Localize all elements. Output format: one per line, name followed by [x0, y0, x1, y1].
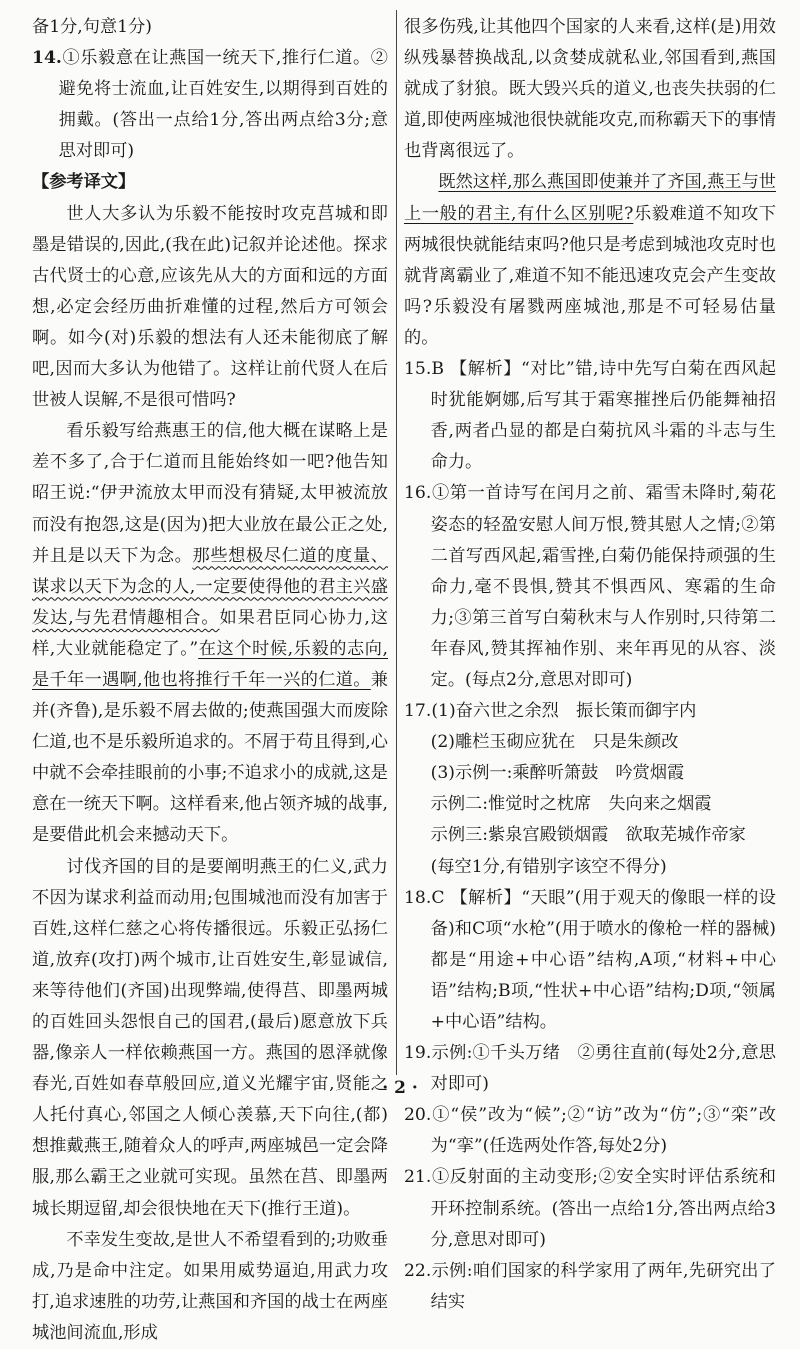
- text-segment: 如果君臣同心协力,这样,大业就能稳定了。”: [32, 607, 388, 659]
- translation-paragraph-5: [404, 167, 776, 354]
- answer-text: 示例:①千头万绪 ②勇往直前(每处2分,意思对即可): [430, 1043, 776, 1095]
- answer-22: [404, 1256, 776, 1318]
- answer-text: B 【解析】“对比”错,诗中先写白菊在西风起时犹能婀娜,后写其于霜寒摧挫后仍能舞袖招香,两者凸显的都是白菊抗风斗霜的斗志与生命力。: [430, 359, 776, 473]
- question-number: 18.: [404, 887, 432, 908]
- text-segment: 乐毅难道不知攻下两城很快就能结束吗?他只是考虑到城池攻克时也就背离霸业了,难道不知不能迅速攻克会产生变故吗?乐毅没有屠戮两座城池,那是不可轻易估量的。: [404, 203, 776, 348]
- answer-17-line: (每空1分,有错别字该空不得分): [430, 856, 667, 877]
- text-segment: 兼并(齐鲁),是乐毅不屑去做的;使燕国强大而废除仁道,也不是乐毅所追求的。不屑于苟且得到,心中就不会牵挂眼前的小事;不追求小的成就,这是意在一统天下啊。这样看来,他占领齐城的战事,是要借此机会来撼动天下。: [32, 669, 388, 846]
- answer-17-line: (3)示例一:乘醉听箫鼓 吟赏烟霞: [430, 763, 685, 784]
- question-number: 16.: [404, 483, 432, 504]
- question-number: 22.: [404, 1260, 432, 1281]
- answer-15: [404, 354, 776, 478]
- answer-13-tail: 备1分,句意1分): [32, 17, 152, 37]
- underlined-sentence: 在这个时候,乐毅的志向,是千年一遇啊,他也将推行千年一兴的仁道。: [32, 638, 388, 690]
- translation-paragraph-1: 世人大多认为乐毅不能按时攻克莒城和即墨是错误的,因此,(我在此)记叙并论述他。探求古代贤士的心意,应该先从大的方面和远的方面想,必定会经历曲折难懂的过程,然后方可领会啊。如今(对)乐毅的想法有人还未能彻底了解吧,因而大多认为他错了。这样让前代贤人在后世被人误解,不是很可惜吗?: [32, 203, 388, 411]
- answer-21: [404, 1162, 776, 1255]
- answer-17-line: 示例二:惟觉时之枕席 失向来之烟霞: [430, 794, 712, 815]
- left-column: [32, 12, 388, 1349]
- right-column: [404, 12, 776, 1318]
- answer-text: 示例:咱们国家的科学家用了两年,先研究出了结实: [430, 1260, 776, 1312]
- answer-17-line: (2)雕栏玉砌应犹在 只是朱颜改: [430, 732, 679, 753]
- answer-text: ①“侯”改为“候”;②“访”改为“仿”;③“栾”改为“挛”(任选两处作答,每处2分): [430, 1105, 776, 1157]
- page-number: · 2 ·: [382, 1078, 418, 1098]
- answer-20: [404, 1100, 776, 1162]
- answer-14: [32, 43, 388, 167]
- question-number: 21.: [404, 1167, 432, 1188]
- answer-17-line: 示例三:紫泉宫殿锁烟霞 欲取芜城作帝家: [430, 825, 746, 846]
- question-number: 20.: [404, 1105, 432, 1126]
- translation-paragraph-4-continued: 很多伤残,让其他四个国家的人来看,这样(是)用效纵残暴替换战乱,以贪婪成就私业,邻国看到,燕国就成了豺狼。既大毁兴兵的道义,也丧失扶弱的仁道,即使两座城池很快就能攻克,而称霸天下的事情也背离很远了。: [404, 17, 776, 162]
- question-number: 14.: [32, 48, 62, 69]
- answer-18: [404, 883, 776, 1038]
- underlined-sentence: 既然这样,那么燕国即使兼并了齐国,燕王与世上一般的君主,有什么区别呢?: [404, 172, 776, 224]
- answer-text: C 【解析】“天眼”(用于观天的像眼一样的设备)和C项“水枪”(用于喷水的像枪一样的器械)都是“用途+中心语”结构,A项,“材料+中心语”结构;B项,“性状+中心语”结构;D项,“领属+中心语”结构。: [430, 887, 776, 1032]
- question-number: 19.: [404, 1043, 432, 1064]
- answer-text: ①第一首诗写在闰月之前、霜雪未降时,菊花姿态的轻盈安慰人间万恨,赞其慰人之情;②第二首写西风起,霜雪挫,白菊仍能保持顽强的生命力,毫不畏惧,赞其不惧西风、寒霜的生命力;③第三首写白菊秋末与人作别时,只待第二年春风,赞其挥袖作别、来年再见的从容、淡定。(每点2分,意思对即可): [430, 483, 776, 690]
- translation-paragraph-2: [32, 416, 388, 851]
- answer-16: [404, 478, 776, 696]
- question-number: 15.: [404, 359, 432, 380]
- translation-paragraph-3: 讨伐齐国的目的是要阐明燕王的仁义,武力不因为谋求利益而动用;包围城池而没有加害于百姓,这样仁慈之心将传播很远。乐毅正弘扬仁道,放弃(攻打)两个城市,让百姓安生,彰显诚信,来等待他们(齐国)出现弊端,使得莒、即墨两城的百姓回头怨恨自己的国君,(最后)愿意放下兵器,像亲人一样依赖燕国一方。燕国的恩泽就像春光,百姓如春草般回应,道义光耀宇宙,贤能之人托付真心,邻国之人倾心羡慕,天下向往,(都)想推戴燕王,随着众人的呼声,两座城邑一定会降服,那么霸王之业就可实现。虽然在莒、即墨两城长期逗留,却会很快地在天下(推行王道)。: [32, 856, 388, 1219]
- answer-text: ①乐毅意在让燕国一统天下,推行仁道。②避免将士流血,让百姓安生,以期得到百姓的拥戴。(答出一点给1分,答出两点给3分;意思对即可): [58, 48, 388, 162]
- text-segment: 看乐毅写给燕惠王的信,他大概在谋略上是差不多了,合于仁道而且能始终如一吧?他告知昭王说:“伊尹流放太甲而没有猜疑,太甲被流放而没有抱怨,这是(因为)把大业放在最公正之处,并且是以天下为念。: [32, 421, 388, 566]
- answer-text: ①反射面的主动变形;②安全实时评估系统和开环控制系统。(答出一点给1分,答出两点给3分,意思对即可): [430, 1167, 776, 1250]
- wavy-underlined-sentence: 那些想极尽仁道的度量、谋求以天下为念的人,一定要使得他的君主兴盛发达,与先君情趣相合。: [32, 545, 388, 628]
- column-divider: [396, 10, 397, 1075]
- answer-line: (1)奋六世之余烈 振长策而御宇内: [431, 701, 697, 722]
- translation-paragraph-4: 不幸发生变故,是世人不希望看到的;功败垂成,乃是命中注定。如果用威势逼迫,用武力攻打,追求速胜的功劳,让燕国和齐国的战士在两座城池间流血,形成: [32, 1229, 388, 1343]
- answer-17: [404, 696, 776, 727]
- question-number: 17.: [404, 701, 432, 722]
- section-title: 【参考译文】: [32, 172, 136, 193]
